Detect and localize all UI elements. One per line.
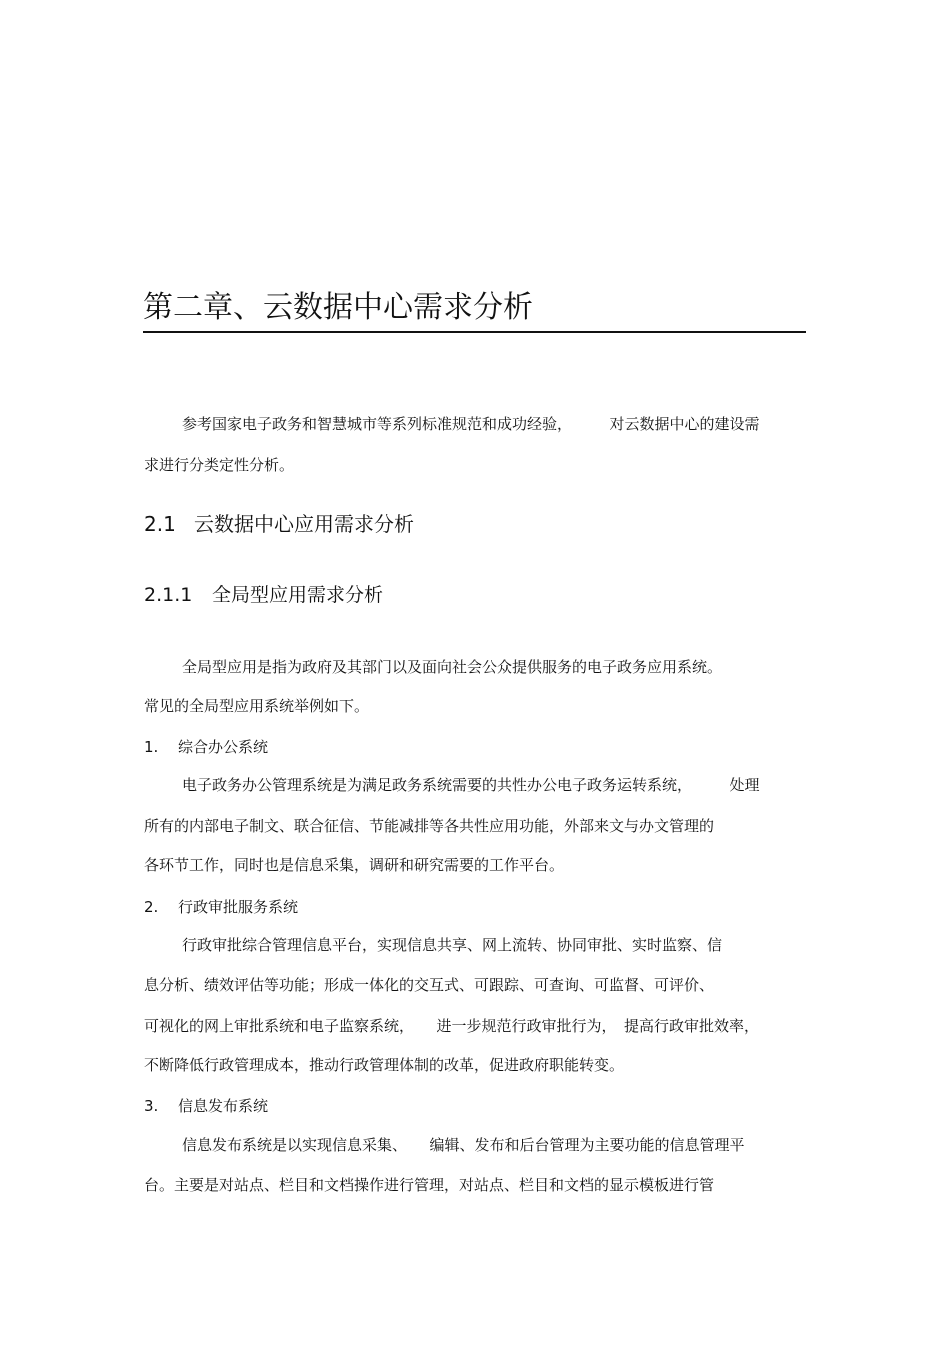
section-number: 2.1 [144,512,176,536]
list-item-heading [144,1096,268,1116]
section-heading [144,511,414,537]
item-3-line-1: 信息发布系统是以实现信息采集、 编辑、发布和后台管理为主要功能的信息管理平 [182,1136,745,1154]
list-item-number: 3. [144,1097,159,1115]
title-underline [143,331,806,333]
item-2-line-3: 可视化的网上审批系统和电子监察系统， 进一步规范行政审批行为， 提高行政审批效率， [144,1017,760,1035]
item-2-line-4: 不断降低行政管理成本，推动行政管理体制的改革，促进政府职能转变。 [144,1056,625,1074]
chapter-title: 第二章、云数据中心需求分析 [143,290,533,325]
item-1-line-3: 各环节工作，同时也是信息采集，调研和研究需要的工作平台。 [144,856,565,874]
section-title: 云数据中心应用需求分析 [194,512,414,536]
item-1-line-2: 所有的内部电子制文、联合征信、节能减排等各共性应用功能，外部来文与办文管理的 [144,817,715,835]
list-item-heading [144,737,268,757]
list-item-title: 综合办公系统 [178,738,269,756]
subsection-title: 全局型应用需求分析 [212,584,384,606]
item-3-line-2: 台。主要是对站点、栏目和文档操作进行管理，对站点、栏目和文档的显示模板进行管 [144,1176,715,1194]
subsection-number: 2.1.1 [144,584,193,606]
intro-line-1: 参考国家电子政务和智慧城市等系列标准规范和成功经验， 对云数据中心的建设需 [182,415,760,433]
list-item-title: 信息发布系统 [178,1097,269,1115]
sub-intro-line-1: 全局型应用是指为政府及其部门以及面向社会公众提供服务的电子政务应用系统。 [182,658,723,676]
list-item-title: 行政审批服务系统 [178,898,299,916]
intro-line-2: 求进行分类定性分析。 [144,456,295,474]
list-item-number: 1. [144,738,159,756]
list-item-heading [144,897,298,917]
sub-intro-line-2: 常见的全局型应用系统举例如下。 [144,697,370,715]
subsection-heading [144,582,383,608]
item-2-line-2: 息分析、绩效评估等功能；形成一体化的交互式、可跟踪、可查询、可监督、可评价、 [144,976,715,994]
item-2-line-1: 行政审批综合管理信息平台，实现信息共享、网上流转、协同审批、实时监察、信 [182,936,723,954]
list-item-number: 2. [144,898,159,916]
item-1-line-1: 电子政务办公管理系统是为满足政务系统需要的共性办公电子政务运转系统， 处理 [182,776,760,794]
